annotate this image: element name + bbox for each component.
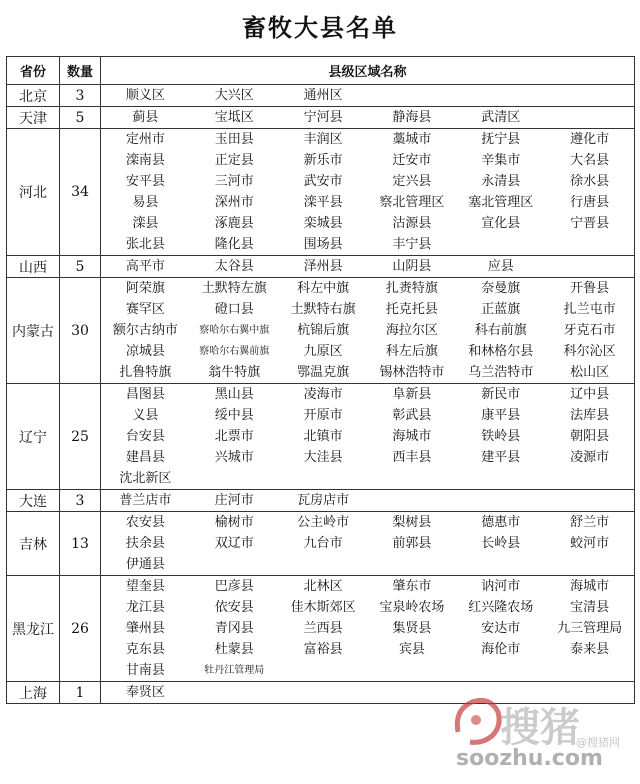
county-name: 兰西县 (303, 621, 343, 636)
table-row (7, 576, 635, 682)
county-name: 凌海市 (303, 387, 343, 402)
county-name: 富裕县 (303, 642, 343, 657)
county-name: 黑山县 (214, 387, 254, 402)
county-name: 应县 (487, 259, 514, 274)
watermark (452, 690, 632, 780)
province-cell: 吉林 (7, 512, 60, 576)
county-name: 辛集市 (481, 153, 521, 168)
county-name: 九台市 (303, 536, 343, 551)
county-name: 土默特左旗 (201, 281, 267, 296)
county-grid (101, 107, 634, 128)
county-name: 肇州县 (125, 621, 165, 636)
county-name: 农安县 (125, 515, 165, 530)
county-name: 西丰县 (392, 450, 432, 465)
county-name: 集贤县 (392, 621, 432, 636)
county-name: 静海县 (392, 110, 432, 125)
county-name: 塞北管理区 (468, 195, 534, 210)
county-name: 科右前旗 (474, 323, 527, 338)
county-name: 磴口县 (214, 302, 254, 317)
county-name: 朝阳县 (570, 429, 610, 444)
county-names-cell (101, 278, 635, 384)
county-grid (101, 85, 634, 106)
county-name: 土默特右旗 (290, 302, 356, 317)
county-name: 牙克石市 (563, 323, 616, 338)
table-row (7, 384, 635, 490)
county-name: 昌图县 (125, 387, 165, 402)
county-name: 三河市 (214, 174, 254, 189)
county-name: 宝泉岭农场 (379, 600, 445, 615)
county-name: 巴彦县 (214, 579, 254, 594)
county-grid (101, 490, 634, 511)
county-name: 九原区 (303, 344, 343, 359)
county-name: 托克托县 (385, 302, 438, 317)
county-name: 庄河市 (214, 493, 254, 508)
county-grid (101, 576, 634, 681)
county-name: 新民市 (481, 387, 521, 402)
county-name: 凌源市 (570, 450, 610, 465)
count-cell: 34 (60, 129, 101, 256)
county-name: 榆树市 (214, 515, 254, 530)
county-name: 开原市 (303, 408, 343, 423)
count-cell: 5 (60, 107, 101, 129)
count-cell: 1 (60, 682, 101, 704)
county-name: 义县 (132, 408, 159, 423)
county-names-cell (101, 256, 635, 278)
county-name: 九三管理局 (557, 621, 623, 636)
county-name: 和林格尔县 (468, 344, 534, 359)
table-row (7, 85, 635, 107)
header-count: 数量 (60, 57, 101, 85)
county-name: 武清区 (481, 110, 521, 125)
county-name: 察哈尔右翼中旗 (199, 325, 270, 336)
county-name: 定州市 (125, 132, 165, 147)
county-name: 玉田县 (214, 132, 254, 147)
county-name: 迁安市 (392, 153, 432, 168)
county-list-table (6, 56, 635, 704)
county-names-cell (101, 129, 635, 256)
county-name: 北票市 (214, 429, 254, 444)
table-header-row (7, 57, 635, 85)
county-name: 奉贤区 (125, 685, 165, 700)
county-name: 滦县 (132, 216, 159, 231)
count-cell: 3 (60, 490, 101, 512)
county-name: 遵化市 (570, 132, 610, 147)
county-name: 宣化县 (481, 216, 521, 231)
county-name: 丰宁县 (392, 237, 432, 252)
county-name: 新乐市 (303, 153, 343, 168)
watermark-tag: @搜猪网 (576, 736, 620, 749)
county-name: 梨树县 (392, 515, 432, 530)
county-name: 海城市 (570, 579, 610, 594)
county-grid (101, 129, 634, 255)
header-province: 省份 (7, 57, 60, 85)
county-name: 牡丹江管理局 (204, 665, 265, 676)
county-name: 高平市 (125, 259, 165, 274)
province-cell: 北京 (7, 85, 60, 107)
county-name: 通州区 (303, 88, 343, 103)
county-name: 围场县 (303, 237, 343, 252)
county-name: 蛟河市 (570, 536, 610, 551)
county-name: 扎鲁特旗 (119, 365, 172, 380)
province-cell: 辽宁 (7, 384, 60, 490)
watermark-logo: 搜猪 (500, 705, 580, 751)
county-name: 北镇市 (303, 429, 343, 444)
county-name: 扎兰屯市 (563, 302, 616, 317)
county-name: 长岭县 (481, 536, 521, 551)
county-name: 阜新县 (392, 387, 432, 402)
county-name: 公主岭市 (297, 515, 350, 530)
county-name: 德惠市 (481, 515, 521, 530)
province-cell: 大连 (7, 490, 60, 512)
county-names-cell (101, 107, 635, 129)
county-name: 大名县 (570, 153, 610, 168)
county-name: 滦平县 (303, 195, 343, 210)
county-name: 北林区 (303, 579, 343, 594)
county-name: 凉城县 (125, 344, 165, 359)
county-name: 康平县 (481, 408, 521, 423)
county-names-cell (101, 576, 635, 682)
county-name: 海城市 (392, 429, 432, 444)
county-name: 奈曼旗 (481, 281, 521, 296)
county-name: 正蓝旗 (481, 302, 521, 317)
county-name: 大洼县 (303, 450, 343, 465)
county-name: 宝坻区 (214, 110, 254, 125)
county-name: 法库县 (570, 408, 610, 423)
county-name: 永清县 (481, 174, 521, 189)
county-name: 翁牛特旗 (208, 365, 261, 380)
county-name: 宁晋县 (570, 216, 610, 231)
count-cell: 13 (60, 512, 101, 576)
county-name: 依安县 (214, 600, 254, 615)
county-name: 绥中县 (214, 408, 254, 423)
county-name: 安平县 (125, 174, 165, 189)
county-name: 甘南县 (125, 663, 165, 678)
county-name: 抚宁县 (481, 132, 521, 147)
county-name: 定兴县 (392, 174, 432, 189)
county-name: 泽州县 (303, 259, 343, 274)
county-name: 普兰店市 (119, 493, 172, 508)
county-name: 武安市 (303, 174, 343, 189)
county-name: 海伦市 (481, 642, 521, 657)
county-name: 讷河市 (481, 579, 521, 594)
county-name: 沽源县 (392, 216, 432, 231)
county-name: 宁河县 (303, 110, 343, 125)
county-name: 易县 (132, 195, 159, 210)
county-name: 锡林浩特市 (379, 365, 445, 380)
header-names: 县级区域名称 (101, 57, 635, 85)
county-name: 宾县 (398, 642, 425, 657)
county-name: 张北县 (125, 237, 165, 252)
county-name: 瓦房店市 (297, 493, 350, 508)
county-names-cell (101, 490, 635, 512)
county-name: 建昌县 (125, 450, 165, 465)
county-name: 涿鹿县 (214, 216, 254, 231)
county-grid (101, 384, 634, 489)
county-name: 蓟县 (132, 110, 159, 125)
document-title: 畜牧大县名单 (242, 13, 398, 42)
count-cell: 3 (60, 85, 101, 107)
county-name: 宝清县 (570, 600, 610, 615)
county-name: 佳木斯郊区 (290, 600, 356, 615)
count-cell: 26 (60, 576, 101, 682)
county-name: 额尔古纳市 (112, 323, 178, 338)
county-name: 彰武县 (392, 408, 432, 423)
table-body (7, 85, 635, 704)
county-name: 行唐县 (570, 195, 610, 210)
county-name: 乌兰浩特市 (468, 365, 534, 380)
count-cell: 25 (60, 384, 101, 490)
province-cell: 上海 (7, 682, 60, 704)
county-name: 舒兰市 (570, 515, 610, 530)
province-cell: 河北 (7, 129, 60, 256)
county-name: 沈北新区 (119, 471, 172, 486)
county-name: 鄂温克旗 (297, 365, 350, 380)
county-name: 台安县 (125, 429, 165, 444)
province-cell: 内蒙古 (7, 278, 60, 384)
county-name: 科尔沁区 (563, 344, 616, 359)
county-name: 青冈县 (214, 621, 254, 636)
count-cell: 30 (60, 278, 101, 384)
county-name: 双辽市 (214, 536, 254, 551)
table-row (7, 278, 635, 384)
county-name: 海拉尔区 (385, 323, 438, 338)
county-name: 丰润区 (303, 132, 343, 147)
county-name: 杜蒙县 (214, 642, 254, 657)
count-cell: 5 (60, 256, 101, 278)
watermark-site: soozhu.com (456, 746, 603, 771)
county-name: 望奎县 (125, 579, 165, 594)
county-name: 红兴隆农场 (468, 600, 534, 615)
county-name: 安达市 (481, 621, 521, 636)
county-name: 藁城市 (392, 132, 432, 147)
county-name: 隆化县 (214, 237, 254, 252)
county-grid (101, 278, 634, 383)
county-name: 徐水县 (570, 174, 610, 189)
pig-logo-icon (452, 692, 504, 748)
table-row (7, 256, 635, 278)
table-row (7, 512, 635, 576)
county-names-cell (101, 384, 635, 490)
county-names-cell (101, 85, 635, 107)
county-name: 正定县 (214, 153, 254, 168)
county-name: 克东县 (125, 642, 165, 657)
county-name: 大兴区 (214, 88, 254, 103)
county-name: 赛罕区 (125, 302, 165, 317)
county-name: 扎赉特旗 (385, 281, 438, 296)
province-cell: 天津 (7, 107, 60, 129)
county-name: 铁岭县 (481, 429, 521, 444)
county-name: 前郭县 (392, 536, 432, 551)
county-name: 察北管理区 (379, 195, 445, 210)
county-name: 山阴县 (392, 259, 432, 274)
table-row (7, 490, 635, 512)
county-name: 科左中旗 (297, 281, 350, 296)
county-name: 杭锦后旗 (297, 323, 350, 338)
county-name: 科左后旗 (385, 344, 438, 359)
county-name: 建平县 (481, 450, 521, 465)
county-name: 深州市 (214, 195, 254, 210)
county-name: 顺义区 (125, 88, 165, 103)
county-name: 辽中县 (570, 387, 610, 402)
table-row (7, 129, 635, 256)
county-name: 泰来县 (570, 642, 610, 657)
province-cell: 山西 (7, 256, 60, 278)
county-name: 栾城县 (303, 216, 343, 231)
county-names-cell (101, 512, 635, 576)
county-name: 滦南县 (125, 153, 165, 168)
county-name: 阿荣旗 (125, 281, 165, 296)
province-cell: 黑龙江 (7, 576, 60, 682)
county-grid (101, 512, 634, 575)
county-name: 肇东市 (392, 579, 432, 594)
county-name: 龙江县 (125, 600, 165, 615)
county-grid (101, 256, 634, 277)
county-name: 兴城市 (214, 450, 254, 465)
county-name: 开鲁县 (570, 281, 610, 296)
county-name: 扶余县 (125, 536, 165, 551)
table-row (7, 107, 635, 129)
county-name: 太谷县 (214, 259, 254, 274)
county-name: 察哈尔右翼前旗 (199, 346, 270, 357)
county-name: 伊通县 (125, 557, 165, 572)
county-name: 松山区 (570, 365, 610, 380)
